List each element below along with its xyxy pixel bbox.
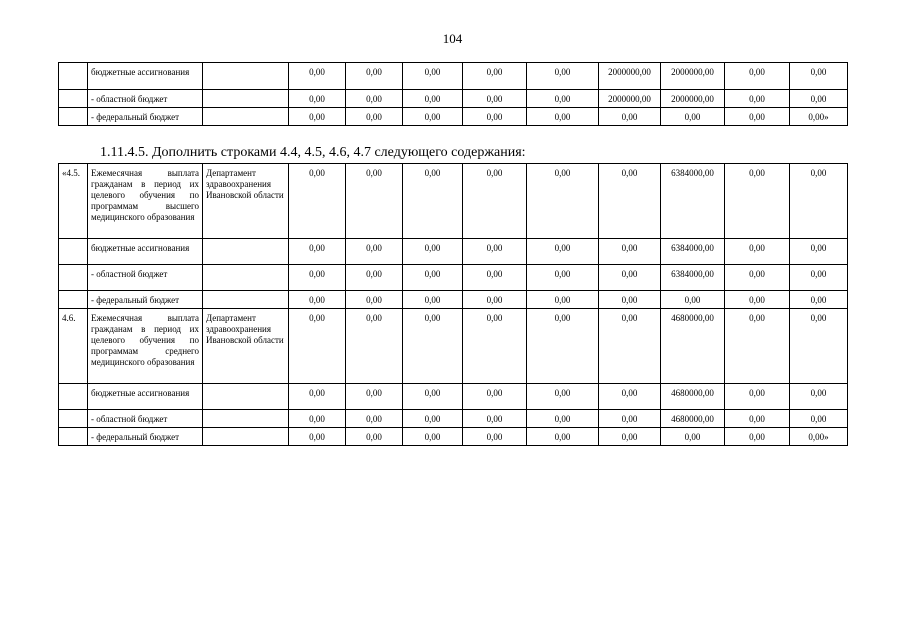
amount-cell: 0,00 (463, 90, 527, 108)
amount-cell: 0,00 (725, 63, 790, 90)
table-row (59, 164, 848, 239)
amount-cell: 0,00 (725, 164, 790, 239)
amount-cell: 0,00 (346, 63, 403, 90)
activity-name-cell: - федеральный бюджет (88, 428, 203, 446)
amount-cell: 0,00 (346, 239, 403, 265)
amount-cell: 0,00 (403, 309, 463, 384)
activity-name-cell: Ежемесячная выплата гражданам в период их целевого обучения по программам среднего медицинского образования (88, 309, 203, 384)
amount-cell: 0,00 (403, 384, 463, 410)
amount-cell: 0,00 (463, 410, 527, 428)
amount-cell: 0,00 (527, 63, 599, 90)
amount-cell: 0,00 (289, 265, 346, 291)
budget-table-continued (58, 62, 848, 126)
amount-cell: 0,00 (403, 63, 463, 90)
executor-cell (203, 90, 289, 108)
table-row (59, 265, 848, 291)
amount-cell: 0,00 (403, 164, 463, 239)
row-number-cell (59, 410, 88, 428)
row-number-cell (59, 63, 88, 90)
executor-cell (203, 428, 289, 446)
executor-cell (203, 239, 289, 265)
table-row (59, 90, 848, 108)
amount-cell: 0,00 (289, 164, 346, 239)
row-number-cell (59, 384, 88, 410)
table-row (59, 239, 848, 265)
activity-name-cell: бюджетные ассигнования (88, 63, 203, 90)
activity-name-cell: бюджетные ассигнования (88, 384, 203, 410)
activity-name-cell: - областной бюджет (88, 90, 203, 108)
table-body (59, 63, 848, 126)
amount-cell: 0,00 (599, 428, 661, 446)
amount-cell: 0,00 (463, 164, 527, 239)
table-body (59, 164, 848, 446)
amount-cell: 0,00 (790, 164, 848, 239)
amount-cell: 0,00 (599, 108, 661, 126)
amount-cell: 0,00 (403, 108, 463, 126)
amount-cell: 0,00 (289, 108, 346, 126)
amount-cell: 0,00 (725, 108, 790, 126)
amount-cell: 0,00 (463, 108, 527, 126)
amount-cell: 6384000,00 (661, 239, 725, 265)
amount-cell: 0,00 (289, 90, 346, 108)
amount-cell: 0,00 (403, 428, 463, 446)
amount-cell: 0,00 (346, 108, 403, 126)
amount-cell: 0,00 (289, 291, 346, 309)
amount-cell: 0,00 (599, 410, 661, 428)
amount-cell: 0,00 (725, 90, 790, 108)
amount-cell: 0,00 (527, 410, 599, 428)
amount-cell: 0,00 (661, 291, 725, 309)
executor-cell (203, 63, 289, 90)
amount-cell: 2000000,00 (599, 63, 661, 90)
amount-cell: 0,00 (346, 90, 403, 108)
amount-cell: 2000000,00 (661, 63, 725, 90)
table-row (59, 291, 848, 309)
amount-cell: 0,00 (289, 428, 346, 446)
amount-cell: 0,00 (599, 265, 661, 291)
amount-cell: 0,00 (527, 309, 599, 384)
executor-cell (203, 108, 289, 126)
amount-cell: 0,00 (463, 291, 527, 309)
table-row (59, 410, 848, 428)
amount-cell: 2000000,00 (599, 90, 661, 108)
amount-cell: 0,00 (403, 239, 463, 265)
table-row (59, 63, 848, 90)
amount-cell: 0,00 (790, 291, 848, 309)
executor-cell (203, 291, 289, 309)
amount-cell: 0,00 (289, 384, 346, 410)
amount-cell: 0,00 (463, 265, 527, 291)
amount-cell: 0,00 (790, 63, 848, 90)
amount-cell: 0,00 (527, 428, 599, 446)
amendment-heading: 1.11.4.5. Дополнить строками 4.4, 4.5, 4.6, 4.7 следующего содержания: (100, 145, 526, 160)
amount-cell: 0,00 (599, 309, 661, 384)
activity-name-cell: - областной бюджет (88, 265, 203, 291)
amount-cell: 0,00 (403, 90, 463, 108)
amount-cell: 0,00 (289, 309, 346, 384)
amount-cell: 6384000,00 (661, 265, 725, 291)
amount-cell: 0,00 (527, 90, 599, 108)
amount-cell: 0,00 (725, 239, 790, 265)
activity-name-cell: - федеральный бюджет (88, 108, 203, 126)
amount-cell: 6384000,00 (661, 164, 725, 239)
amount-cell: 0,00 (527, 291, 599, 309)
executor-cell: Департамент здравоохранения Ивановской области (203, 164, 289, 239)
amount-cell: 0,00 (790, 309, 848, 384)
amount-cell: 0,00 (346, 410, 403, 428)
page-number: 104 (442, 31, 463, 46)
executor-cell (203, 410, 289, 428)
amount-cell: 0,00 (790, 410, 848, 428)
amount-cell: 0,00» (790, 428, 848, 446)
activity-name-cell: - областной бюджет (88, 410, 203, 428)
amount-cell: 0,00 (403, 291, 463, 309)
amount-cell: 0,00 (599, 164, 661, 239)
amount-cell: 0,00 (790, 265, 848, 291)
row-number-cell (59, 428, 88, 446)
table-row (59, 108, 848, 126)
table-row (59, 309, 848, 384)
amount-cell: 0,00 (463, 239, 527, 265)
amount-cell: 0,00 (346, 164, 403, 239)
amount-cell: 0,00 (463, 309, 527, 384)
amount-cell: 0,00 (599, 384, 661, 410)
amount-cell: 0,00 (527, 239, 599, 265)
executor-cell (203, 384, 289, 410)
row-number-cell (59, 239, 88, 265)
amount-cell: 0,00 (725, 428, 790, 446)
activity-name-cell: - федеральный бюджет (88, 291, 203, 309)
amount-cell: 0,00 (661, 108, 725, 126)
amount-cell: 0,00 (346, 428, 403, 446)
amount-cell: 0,00 (346, 309, 403, 384)
amount-cell: 0,00 (463, 384, 527, 410)
amount-cell: 0,00 (527, 108, 599, 126)
amount-cell: 0,00 (790, 384, 848, 410)
amount-cell: 0,00 (527, 384, 599, 410)
amount-cell: 0,00 (790, 239, 848, 265)
amount-cell: 0,00 (289, 63, 346, 90)
activity-name-cell: Ежемесячная выплата гражданам в период их целевого обучения по программам высшего медицинского образования (88, 164, 203, 239)
row-number-cell (59, 291, 88, 309)
row-number-cell (59, 90, 88, 108)
amount-cell: 0,00 (527, 164, 599, 239)
budget-table-new-rows (58, 163, 848, 446)
amount-cell: 0,00 (346, 384, 403, 410)
table-row (59, 428, 848, 446)
amount-cell: 4680000,00 (661, 410, 725, 428)
amount-cell: 0,00 (403, 265, 463, 291)
amount-cell: 0,00 (346, 291, 403, 309)
amount-cell: 0,00 (790, 90, 848, 108)
amount-cell: 0,00 (725, 384, 790, 410)
executor-cell (203, 265, 289, 291)
table-row (59, 384, 848, 410)
amount-cell: 2000000,00 (661, 90, 725, 108)
amount-cell: 0,00 (403, 410, 463, 428)
amount-cell: 0,00 (346, 265, 403, 291)
amount-cell: 0,00 (725, 265, 790, 291)
amount-cell: 4680000,00 (661, 309, 725, 384)
amount-cell: 0,00 (725, 291, 790, 309)
amount-cell: 0,00 (725, 410, 790, 428)
amount-cell: 0,00 (463, 63, 527, 90)
amount-cell: 0,00 (527, 265, 599, 291)
amount-cell: 0,00 (463, 428, 527, 446)
row-number-cell: 4.6. (59, 309, 88, 384)
amount-cell: 0,00 (289, 239, 346, 265)
amount-cell: 4680000,00 (661, 384, 725, 410)
amount-cell: 0,00 (725, 309, 790, 384)
amount-cell: 0,00 (599, 239, 661, 265)
row-number-cell (59, 108, 88, 126)
row-number-cell (59, 265, 88, 291)
executor-cell: Департамент здравоохранения Ивановской области (203, 309, 289, 384)
activity-name-cell: бюджетные ассигнования (88, 239, 203, 265)
amount-cell: 0,00» (790, 108, 848, 126)
row-number-cell: «4.5. (59, 164, 88, 239)
amount-cell: 0,00 (289, 410, 346, 428)
amount-cell: 0,00 (661, 428, 725, 446)
amount-cell: 0,00 (599, 291, 661, 309)
